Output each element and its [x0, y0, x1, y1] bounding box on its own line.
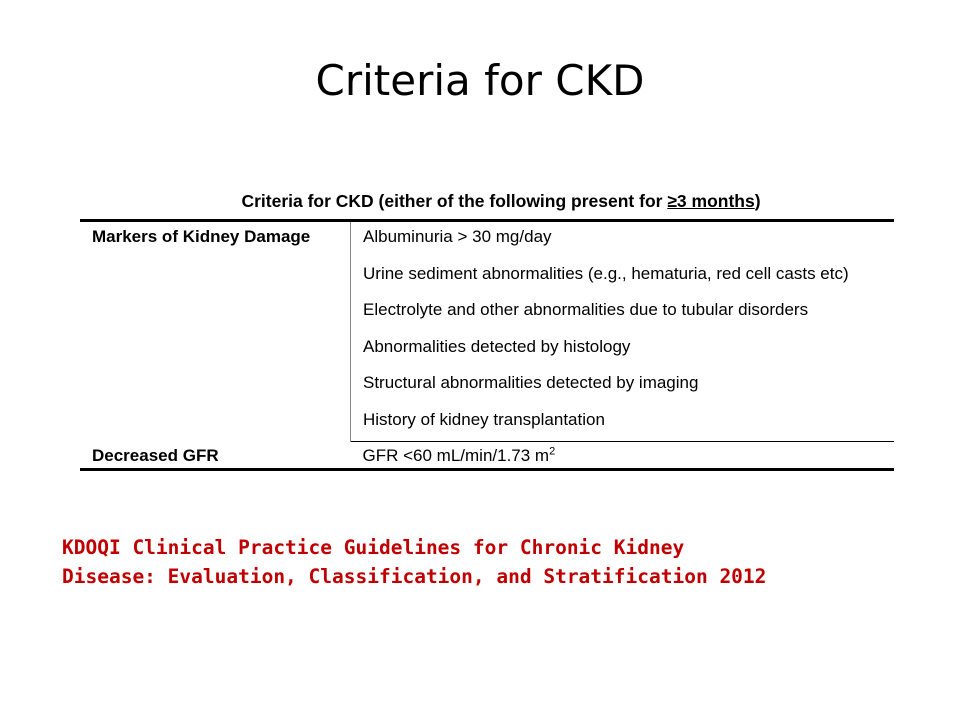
reference-line: KDOQI Clinical Practice Guidelines for Chronic Kidney: [62, 536, 685, 559]
table-caption: [108, 186, 894, 219]
criteria-table: [80, 219, 894, 471]
gfr-text: GFR <60 mL/min/1.73 m: [362, 446, 550, 465]
criterion-item: Abnormalities detected by histology: [363, 336, 631, 356]
table-row: [80, 442, 894, 470]
criteria-table-container: [80, 186, 894, 471]
criterion-item: Albuminuria > 30 mg/day: [363, 227, 552, 246]
criterion-item: Structural abnormalities detected by imaging: [363, 373, 699, 392]
group-label-markers: Markers of Kidney Damage: [80, 221, 351, 442]
caption-duration: ≥3 months: [667, 191, 755, 211]
reference-citation: [62, 533, 922, 591]
caption-text: Criteria for CKD (either of the following present for: [241, 191, 668, 211]
criterion-item-gfr: [351, 442, 895, 470]
gfr-superscript: 2: [549, 445, 556, 458]
criterion-item: History of kidney transplantation: [351, 405, 895, 442]
table-row: [80, 221, 894, 259]
criterion-item: Urine sediment abnormalities (e.g., hematuria, red cell casts etc): [363, 263, 849, 283]
caption-close: ): [754, 191, 761, 211]
reference-line: Disease: Evaluation, Classification, and Stratification 2012: [62, 565, 767, 588]
slide-title: Criteria for CKD: [315, 56, 645, 105]
group-label-gfr: Decreased GFR: [92, 445, 219, 465]
criterion-item: Electrolyte and other abnormalities due to tubular disorders: [363, 300, 809, 319]
